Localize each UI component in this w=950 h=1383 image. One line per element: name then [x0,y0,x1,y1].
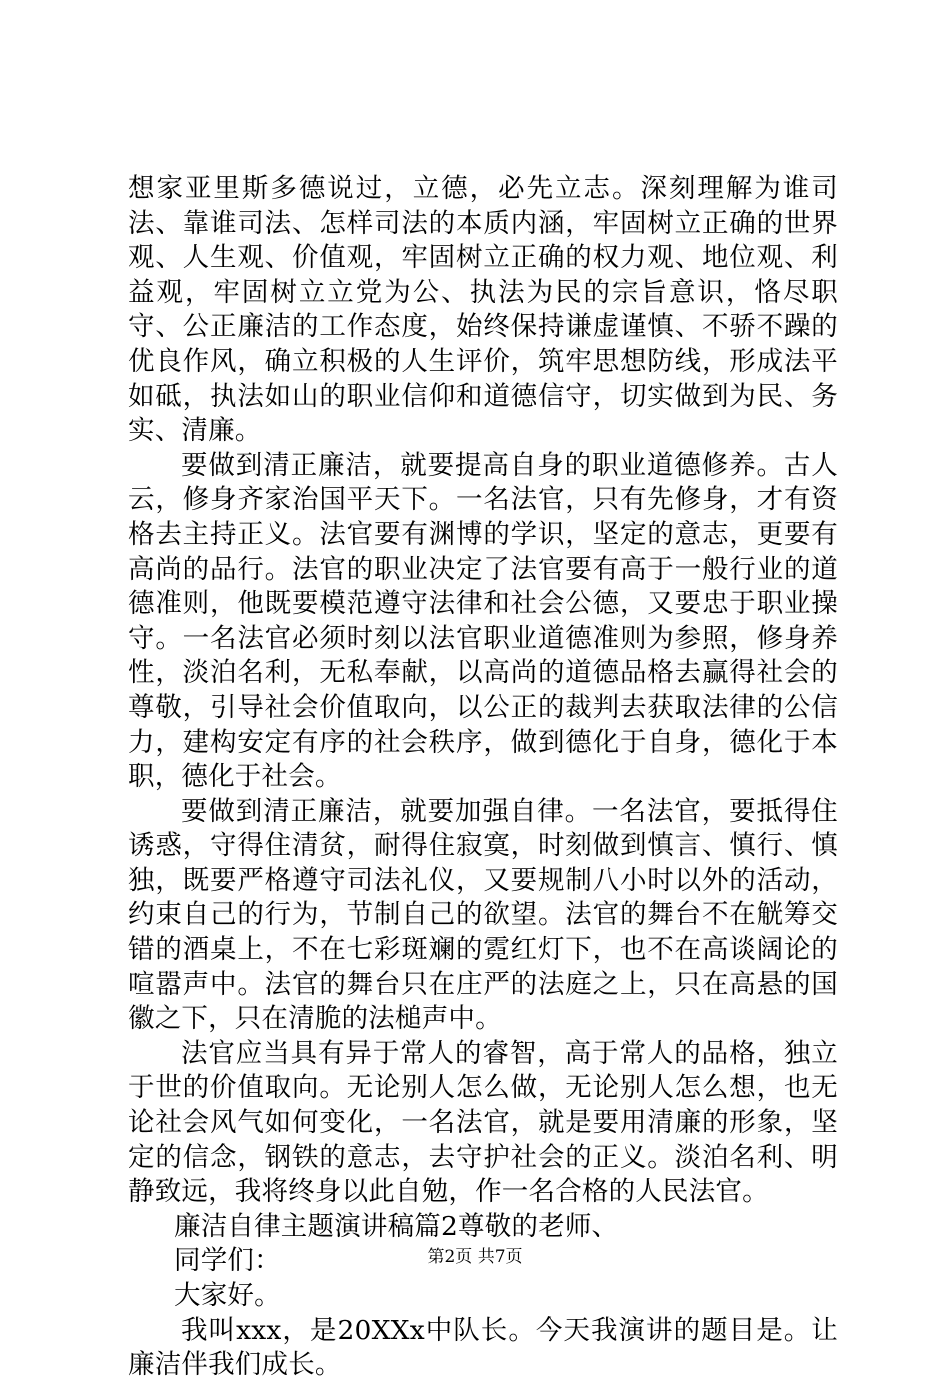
paragraph-1: 想家亚里斯多德说过，立德，必先立志。深刻理解为谁司法、靠谁司法、怎样司法的本质内涵，牢固树立正确的世界观、人生观、价值观，牢固树立正确的权力观、地位观、利益观，牢固树立立党为公、执法为民的宗旨意识，恪尽职守、公正廉洁的工作态度，始终保持谦虚谨慎、不骄不躁的优良作风，确立积极的人生评价，筑牢思想防线，形成法平如砥，执法如山的职业信仰和道德信守，切实做到为民、务实、清廉。 [128,173,838,447]
greeting-hello: 大家好。 [174,1280,281,1311]
paragraph-4: 法官应当具有异于常人的睿智，高于常人的品格，独立于世的价值取向。无论别人怎么做，无论别人怎么想，也无论社会风气如何变化，一名法官，就是要用清廉的形象，坚定的信念，钢铁的意志，去守护社会的正义。淡泊名利、明静致远，我将终身以此自勉，作一名合格的人民法官。 [128,1037,838,1208]
speech-title-line: 廉洁自律主题演讲稿篇2尊敬的老师、 [174,1210,619,1242]
page-footer: 第2页 共7页 [427,1247,523,1267]
greeting-students: 同学们： [174,1245,281,1277]
paragraph-2: 要做到清正廉洁，就要提高自身的职业道德修养。古人云，修身齐家治国平天下。一名法官，只有先修身，才有资格去主持正义。法官要有渊博的学识，坚定的意志，更要有高尚的品行。法官的职业决定了法官要有高于一般行业的道德准则，他既要模范遵守法律和社会公德，又要忠于职业操守。一名法官必须时刻以法官职业道德准则为参照，修身养性，淡泊名利，无私奉献，以高尚的道德品格去赢得社会的尊敬，引导社会价值取向，以公正的裁判去获取法律的公信力，建构安定有序的社会秩序，做到德化于自身，德化于本职，德化于社会。 [128,449,838,793]
document-body [128,172,838,1383]
paragraph-intro: 我叫xxx，是20XXx中队长。今天我演讲的题目是。让廉洁伴我们成长。 [128,1314,838,1381]
paragraph-3: 要做到清正廉洁，就要加强自律。一名法官，要抵得住诱惑，守得住清贫，耐得住寂寞，时刻做到慎言、慎行、慎独，既要严格遵守司法礼仪，又要规制八小时以外的活动，约束自己的行为，节制自己的欲望。法官的舞台不在觥筹交错的酒桌上，不在七彩斑斓的霓红灯下，也不在高谈阔论的喧嚣声中。法官的舞台只在庄严的法庭之上，只在高悬的国徽之下，只在清脆的法槌声中。 [128,795,838,1035]
